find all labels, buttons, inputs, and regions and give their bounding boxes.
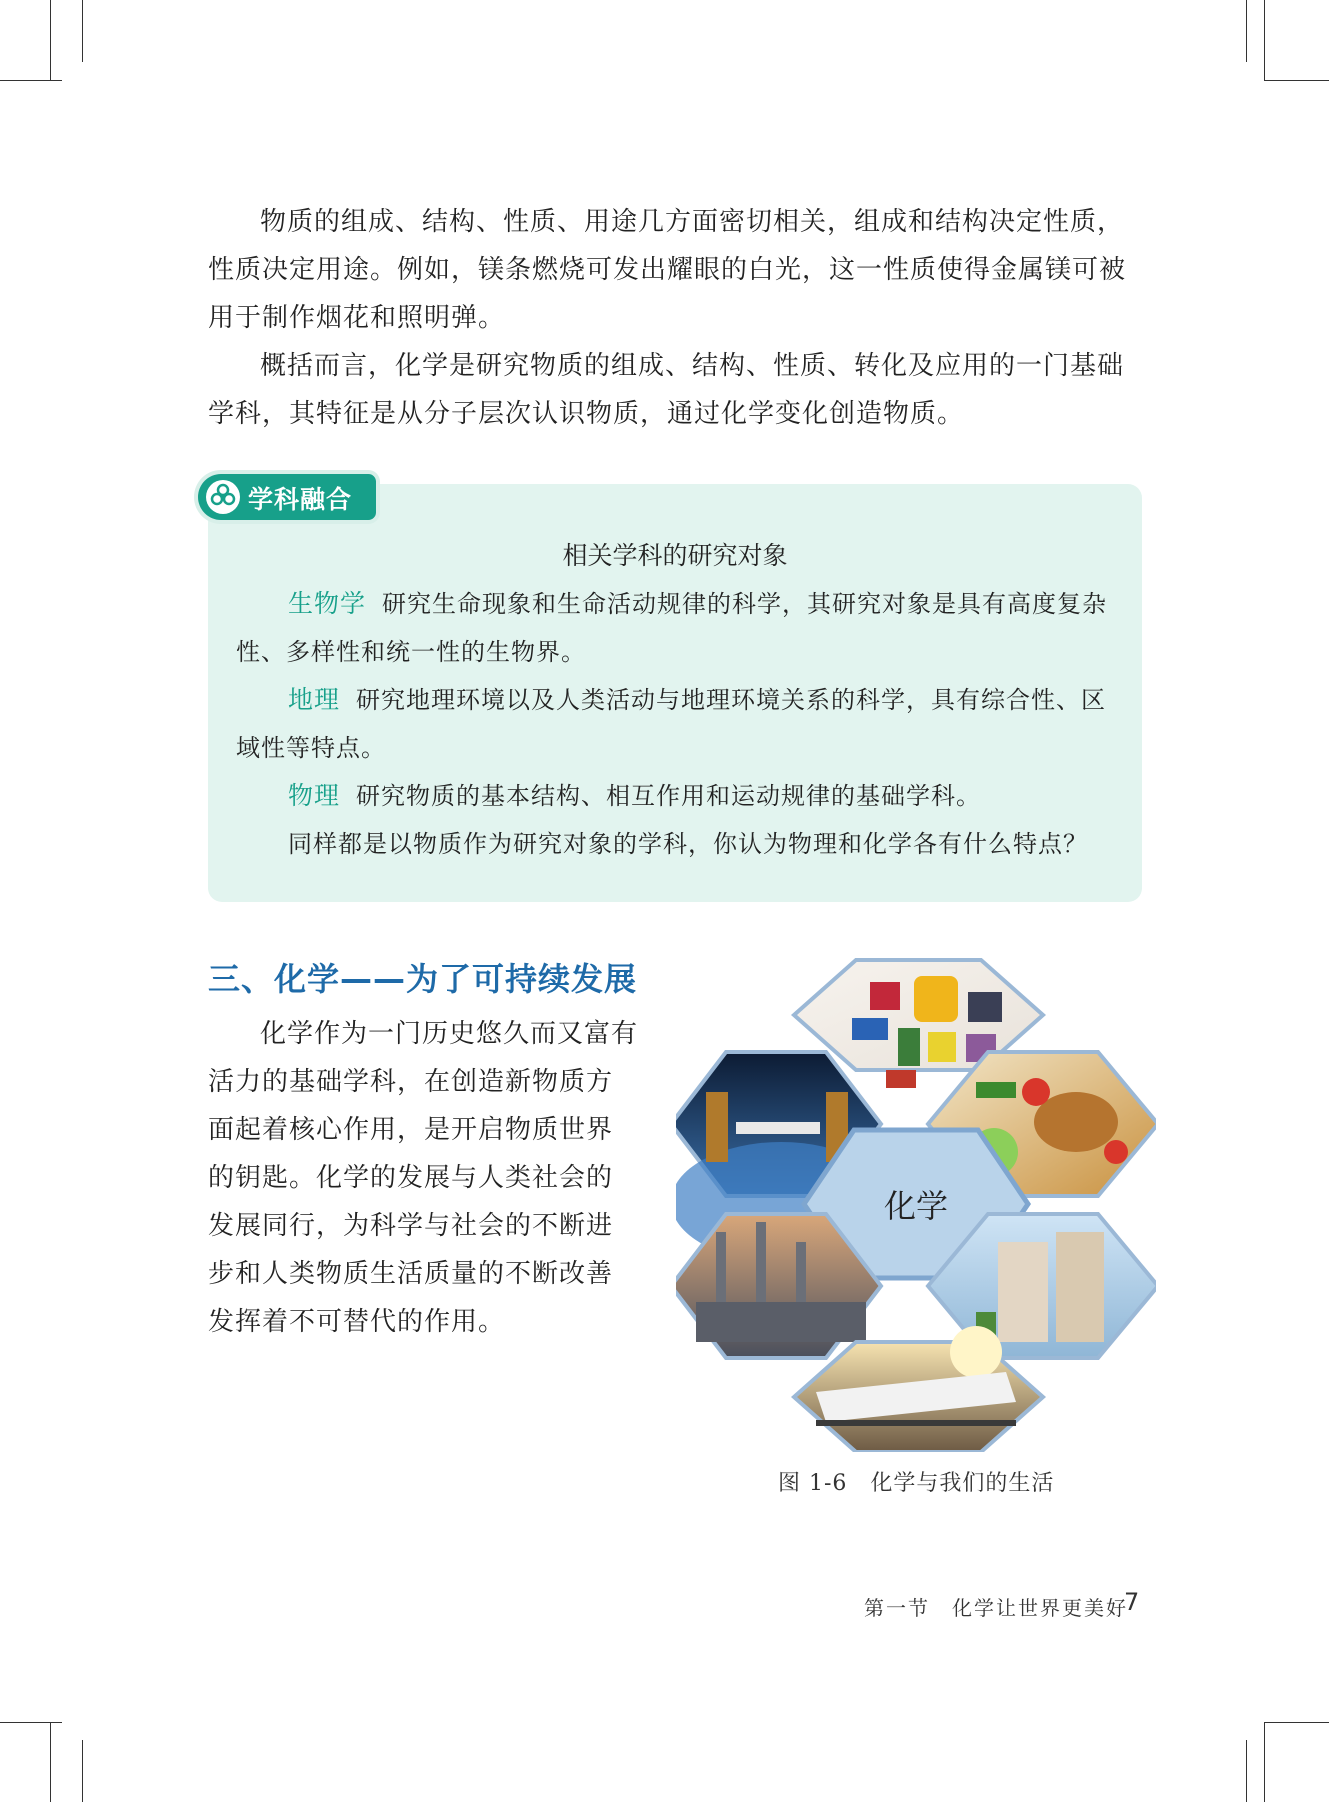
skirt-shape bbox=[852, 1018, 888, 1040]
tag-label: 学科融合 bbox=[248, 485, 353, 514]
building-shape bbox=[998, 1242, 1048, 1342]
box-item-geography bbox=[236, 676, 1116, 772]
pants-shape bbox=[898, 1028, 920, 1066]
chemistry-life-figure bbox=[676, 952, 1156, 1452]
shorts-shape bbox=[886, 1070, 916, 1088]
dress-shape bbox=[928, 1032, 956, 1062]
crop-mark bbox=[1246, 0, 1247, 62]
term-geography: 地理 bbox=[288, 685, 341, 714]
solar-panel-shape bbox=[706, 1092, 728, 1162]
crop-mark bbox=[82, 1740, 83, 1802]
crop-mark bbox=[0, 80, 62, 81]
crop-mark bbox=[1246, 1740, 1247, 1802]
box-item-biology bbox=[236, 580, 1116, 676]
sun-shape bbox=[950, 1326, 1002, 1378]
shirt-shape bbox=[870, 982, 900, 1010]
term-physics: 物理 bbox=[288, 781, 341, 810]
station-body-shape bbox=[736, 1122, 820, 1134]
tomato-shape bbox=[1022, 1078, 1050, 1106]
crop-mark bbox=[1264, 1722, 1265, 1802]
building-shape bbox=[1056, 1232, 1104, 1342]
crop-mark bbox=[1264, 1722, 1329, 1723]
intro-paragraph-1: 物质的组成、结构、性质、用途几方面密切相关，组成和结构决定性质，性质决定用途。例如，镁条燃烧可发出耀眼的白光，这一性质使得金属镁可被用于制作烟花和照明弹。 bbox=[208, 207, 1127, 333]
item-text: 研究生命现象和生命活动规律的科学，其研究对象是具有高度复杂性、多样性和统一性的生物界。 bbox=[236, 590, 1108, 666]
box-title: 相关学科的研究对象 bbox=[562, 541, 788, 570]
crop-mark bbox=[0, 1722, 62, 1723]
sweater-shape bbox=[968, 992, 1002, 1022]
item-text: 研究物质的基本结构、相互作用和运动规律的基础学科。 bbox=[356, 782, 982, 810]
term-biology: 生物学 bbox=[288, 589, 367, 618]
box-question: 同样都是以物质作为研究对象的学科，你认为物理和化学各有什么特点？ bbox=[288, 830, 1088, 858]
intro-paragraph-2: 概括而言，化学是研究物质的组成、结构、性质、转化及应用的一门基础学科，其特征是从分子层次认识物质，通过化学变化创造物质。 bbox=[208, 351, 1125, 429]
crop-mark bbox=[1264, 80, 1329, 81]
plant-shape bbox=[696, 1302, 866, 1342]
rail-shape bbox=[816, 1420, 1016, 1426]
tomato-shape bbox=[1104, 1140, 1128, 1164]
item-text: 研究地理环境以及人类活动与地理环境关系的科学，具有综合性、区域性等特点。 bbox=[236, 686, 1107, 762]
section-heading: 三、化学——为了可持续发展 bbox=[208, 960, 638, 998]
footer-section-title: 第一节 化学让世界更美好 bbox=[864, 1596, 1128, 1620]
section-paragraph: 化学作为一门历史悠久而又富有活力的基础学科，在创造新物质方面起着核心作用，是开启物质世界的钥匙。化学的发展与人类社会的发展同行，为科学与社会的不断进步和人类物质生活质量的不断改善发挥着不可替代的作用。 bbox=[208, 1019, 639, 1337]
box-item-physics bbox=[236, 772, 1116, 820]
subject-integration-tag bbox=[198, 474, 376, 520]
page-number: 7 bbox=[1124, 1588, 1140, 1616]
crop-mark bbox=[82, 0, 83, 62]
crop-mark bbox=[1264, 0, 1265, 80]
crop-mark bbox=[50, 0, 51, 80]
center-label: 化学 bbox=[883, 1187, 949, 1225]
figure-caption: 图 1-6 化学与我们的生活 bbox=[778, 1471, 1055, 1496]
leaf-shape bbox=[976, 1082, 1016, 1098]
flower-icon bbox=[206, 480, 240, 514]
crop-mark bbox=[50, 1722, 51, 1802]
jacket-shape bbox=[914, 976, 958, 1022]
